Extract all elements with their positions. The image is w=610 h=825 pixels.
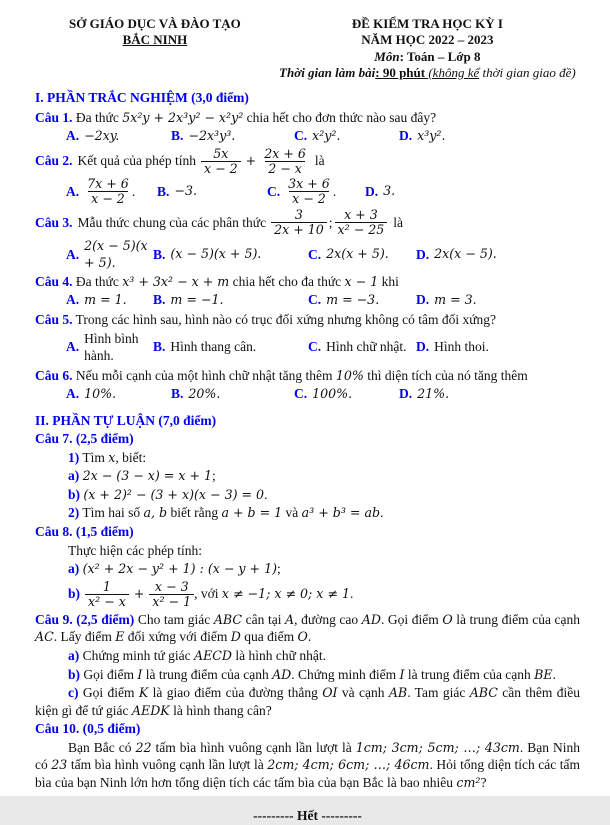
math-segment: O: [442, 611, 453, 627]
text-segment: và: [282, 505, 302, 521]
text-segment: . Gọi điểm: [380, 611, 443, 627]
q7-label: Câu 7. (2,5 điểm): [35, 431, 134, 447]
q3-option-a: [66, 238, 153, 271]
option-value: −2x³y³.: [188, 127, 236, 143]
q5-label: Câu 5.: [35, 312, 73, 328]
option-value: 2(x − 5)(x + 5).: [84, 238, 148, 270]
math-segment: 23: [51, 757, 68, 773]
issuer-name: SỞ GIÁO DỤC VÀ ĐÀO TẠO: [69, 16, 241, 31]
option-letter: B.: [153, 339, 166, 355]
text-segment: .: [307, 629, 312, 645]
math-segment: AEDK: [131, 702, 170, 718]
q9-a-text: [79, 648, 326, 663]
fraction-denominator: x − 2: [289, 191, 329, 206]
q9-item-b: [35, 666, 580, 684]
text-segment: khi: [378, 273, 399, 289]
option-value: x²y².: [312, 127, 341, 143]
q1-option-b: [171, 127, 294, 145]
q4-option-a: [66, 291, 153, 309]
q4-options: [66, 291, 580, 309]
q6-option-c: [294, 385, 399, 403]
fraction: [285, 177, 333, 206]
text-segment: ;: [277, 561, 281, 577]
q7-a-text: [79, 468, 216, 483]
text-segment: Tìm hai số: [79, 505, 144, 521]
fraction-numerator: 3x + 6: [288, 175, 330, 191]
q7-part2-label: 2): [68, 505, 80, 521]
q5-options: [66, 330, 580, 365]
math-segment: I: [137, 666, 143, 682]
option-letter: A.: [66, 183, 80, 199]
text-segment: . Bạn Ninh có: [35, 739, 581, 773]
q7-item-b: [35, 486, 580, 504]
q7-part1: [35, 449, 580, 467]
q8-a-text: [79, 561, 281, 576]
q8-item-b: [68, 580, 580, 609]
option-value: (x − 5)(x + 5).: [170, 246, 262, 262]
option-letter: D.: [399, 128, 413, 144]
question-1: [35, 109, 580, 127]
option-value: 21%.: [417, 385, 450, 401]
duration-label: Thời gian làm bài: [279, 64, 376, 80]
fraction: [149, 580, 194, 609]
math-segment: BE: [534, 666, 553, 682]
q2-options: [66, 177, 580, 206]
q9-b-text: [80, 667, 556, 682]
q2-option-d: [365, 183, 580, 201]
duration-line: [275, 65, 580, 81]
option-letter: C.: [308, 339, 322, 355]
option-value: −3.: [174, 183, 197, 199]
end-of-exam-marker: --------- Hết ---------: [253, 808, 362, 824]
text-segment: Tìm: [79, 449, 109, 465]
fraction-numerator: 1: [102, 578, 111, 594]
option-value: 10%.: [84, 385, 117, 401]
math-segment: a + b = 1: [221, 505, 283, 521]
option-letter: B.: [153, 246, 166, 262]
q3-tail: là: [393, 214, 404, 230]
fraction: [84, 177, 132, 206]
math-segment: AD: [361, 611, 381, 627]
q7-b-label: b): [68, 486, 81, 502]
q8-item-a: [35, 560, 580, 578]
q2-label: Câu 2.: [35, 153, 73, 169]
fraction-numerator: x + 3: [344, 207, 378, 223]
math-segment: 2cm; 4cm; 6cm; …; 46cm: [267, 757, 430, 773]
q9-c-label: c): [68, 685, 79, 701]
option-value: m = −1.: [170, 292, 224, 308]
option-value: m = 1.: [84, 292, 127, 308]
text-segment: .: [349, 586, 354, 602]
option-value: m = 3.: [434, 292, 477, 308]
option-letter: C.: [308, 292, 322, 308]
q2-text: Kết quả của phép tính: [77, 153, 196, 169]
q1-option-a: [66, 127, 171, 145]
math-segment: 10%: [335, 367, 364, 383]
text-segment: cần thêm điều kiện gì để tứ giác: [35, 685, 580, 718]
option-letter: C.: [294, 386, 308, 402]
plus-operator: +: [133, 586, 145, 602]
math-segment: AB: [388, 685, 408, 701]
fraction: [261, 147, 309, 176]
question-7-heading: [35, 430, 580, 448]
issuer-province: BẮC NINH: [122, 32, 188, 48]
q4-option-c: [308, 291, 416, 309]
math-segment: x: [108, 449, 116, 465]
text-segment: là hình thang cân?: [169, 702, 272, 718]
option-letter: B.: [157, 183, 170, 199]
q5-option-d: [416, 338, 580, 356]
option-letter: D.: [416, 292, 430, 308]
fraction-denominator: 2 − x: [265, 161, 305, 176]
option-letter: A.: [66, 386, 80, 402]
text-segment: và cạnh: [337, 685, 389, 701]
q8-intro: Thực hiện các phép tính:: [68, 542, 203, 558]
text-segment: là trung điểm của cạnh: [142, 666, 273, 682]
q3-option-d: [416, 246, 580, 264]
question-10-heading: [35, 720, 580, 738]
fraction-denominator: x² − 1: [149, 594, 194, 609]
text-segment: , với: [194, 586, 222, 602]
text-segment: . Tam giác: [407, 685, 470, 701]
text-segment: ?: [480, 774, 487, 790]
subject-value: : Toán – Lớp 8: [399, 48, 481, 64]
option-value: −2xy.: [84, 127, 120, 143]
option-value: Hình chữ nhật.: [326, 339, 407, 355]
fraction: [201, 147, 241, 176]
fraction-denominator: x² − x: [85, 594, 129, 609]
text-segment: Đa thức: [72, 109, 123, 125]
q7-b-text: [80, 487, 267, 502]
text-segment: Gọi điểm: [80, 666, 138, 682]
text-segment: là trung điểm của cạnh: [452, 611, 581, 627]
option-value: Hình bình hành.: [84, 330, 139, 364]
school-year: NĂM HỌC 2022 – 2023: [361, 32, 494, 48]
q8-label: Câu 8. (1,5 điểm): [35, 524, 134, 540]
text-segment: biết rằng: [167, 505, 222, 521]
q3-options: [66, 238, 580, 271]
text-segment: Bạn Bắc có: [68, 739, 136, 755]
math-segment: 1cm; 3cm; 5cm; …; 43cm: [355, 739, 520, 755]
question-8-heading: [35, 523, 580, 541]
option-value: x³y².: [417, 127, 446, 143]
text-segment: . Hỏi tổng diện tích các tấm bìa của bạn Ninh lớn hơn tổng diện tích các tấm bìa của bạn Bắc là bao nhiêu: [35, 757, 581, 790]
text-segment: Chứng minh tứ giác: [79, 647, 194, 663]
text-segment: . Chứng minh điểm: [291, 666, 400, 682]
duration-note-underlined: (không kể: [428, 64, 480, 80]
exam-title-block: [275, 16, 580, 81]
math-segment: a, b: [143, 505, 168, 521]
q6-option-a: [66, 385, 171, 403]
q1-label: Câu 1.: [35, 109, 73, 125]
fraction-numerator: x − 3: [154, 578, 189, 594]
text-segment: chia hết cho đa thức: [229, 273, 345, 289]
fraction-denominator: x − 2: [88, 191, 128, 206]
question-9-intro: [35, 611, 580, 646]
q4-text: [73, 274, 399, 289]
option-letter: C.: [308, 246, 322, 262]
option-period: .: [131, 183, 136, 199]
option-value: 2x(x − 5).: [434, 246, 497, 262]
text-segment: qua điểm: [240, 629, 298, 645]
q6-text: [73, 368, 528, 383]
text-segment: Nếu mỗi cạnh của một hình chữ nhật tăng thêm: [72, 367, 336, 383]
duration-value: : 90 phút: [375, 64, 429, 80]
option-letter: B.: [171, 386, 184, 402]
q9-a-label: a): [68, 647, 80, 663]
q4-option-d: [416, 291, 580, 309]
text-segment: , biết:: [115, 449, 147, 465]
text-segment: Cho tam giác: [134, 611, 214, 627]
option-letter: A.: [66, 339, 80, 355]
question-3: [35, 208, 580, 237]
option-letter: A.: [66, 246, 80, 262]
q2-option-a: [66, 177, 157, 206]
plus-operator: +: [245, 153, 257, 169]
option-value: m = −3.: [326, 292, 380, 308]
math-segment: K: [138, 685, 149, 701]
q8-a-label: a): [68, 561, 80, 577]
q2-tail: là: [314, 153, 325, 169]
text-segment: .: [552, 666, 556, 682]
option-letter: B.: [153, 292, 166, 308]
math-segment: OI: [322, 685, 338, 701]
math-segment: ABC: [469, 685, 498, 701]
option-value: 20%.: [188, 385, 221, 401]
q3-text: Mẫu thức chung của các phân thức: [77, 214, 267, 230]
subject-label: Môn: [374, 48, 400, 64]
option-letter: C.: [294, 128, 308, 144]
question-5: [35, 311, 580, 329]
q5-option-b: [153, 338, 308, 356]
q9-item-c: [35, 684, 580, 719]
issuer-block: [35, 16, 275, 81]
q9-label: Câu 9. (2,5 điểm): [35, 611, 135, 627]
text-segment: .: [264, 486, 268, 502]
text-segment: chia hết cho đơn thức nào sau đây?: [243, 109, 437, 125]
text-segment: .: [380, 505, 384, 521]
math-segment: AC: [35, 629, 54, 645]
text-segment: đối xứng với điểm: [124, 629, 231, 645]
fraction-denominator: x² − 25: [335, 222, 388, 237]
math-segment: A: [285, 611, 295, 627]
text-segment: thì diện tích của nó tăng thêm: [363, 367, 528, 383]
option-value: Hình thoi.: [434, 339, 489, 355]
option-value: 2x(x + 5).: [326, 246, 389, 262]
text-segment: là trung điểm của cạnh: [404, 666, 535, 682]
option-letter: D.: [365, 183, 379, 199]
text-segment: là giao điểm của đường thẳng: [148, 685, 323, 701]
text-segment: . Lấy điểm: [53, 629, 116, 645]
exam-title: ĐỀ KIỂM TRA HỌC KỲ I: [351, 16, 503, 31]
option-letter: A.: [66, 128, 80, 144]
q7-part1-label: 1): [68, 449, 80, 465]
header: [35, 16, 580, 81]
subject-line: [275, 49, 580, 65]
separator: ;: [328, 214, 333, 230]
text-segment: cân tại: [242, 611, 286, 627]
q4-option-b: [153, 291, 308, 309]
math-segment: ABC: [213, 611, 243, 627]
q5-option-a: [66, 330, 153, 365]
q7-part1-text: [79, 450, 146, 465]
option-letter: D.: [399, 386, 413, 402]
q7-a-label: a): [68, 468, 80, 484]
math-segment: x³ + 3x² − x + m: [122, 273, 230, 289]
math-segment: O: [297, 629, 308, 645]
text-segment: Trong các hình sau, hình nào có trục đối xứng nhưng không có tâm đối xứng?: [72, 312, 497, 328]
option-value: Hình thang cân.: [170, 339, 257, 355]
q4-label: Câu 4.: [35, 273, 73, 289]
math-segment: (x² + 2x − y² + 1) : (x − y + 1): [82, 561, 277, 577]
fraction-denominator: x − 2: [201, 161, 241, 176]
math-segment: I: [399, 666, 405, 682]
option-letter: D.: [416, 246, 430, 262]
math-segment: AECD: [194, 647, 233, 663]
q2-option-c: [267, 177, 365, 206]
q3-option-b: [153, 246, 308, 264]
q10-label: Câu 10. (0,5 điểm): [35, 721, 141, 737]
option-letter: A.: [66, 292, 80, 308]
q1-option-d: [399, 127, 580, 145]
option-letter: B.: [171, 128, 184, 144]
option-letter: C.: [267, 183, 281, 199]
fraction: [271, 208, 327, 237]
fraction-denominator: 2x + 10: [271, 222, 327, 237]
q7-part2: [35, 504, 580, 522]
math-segment: cm²: [456, 774, 481, 790]
q8-b-conditions: [194, 585, 353, 603]
q6-option-b: [171, 385, 294, 403]
question-6: [35, 367, 580, 385]
section-2-title: II. PHẦN TỰ LUẬN (7,0 điểm): [35, 412, 217, 428]
q1-options: [66, 127, 580, 145]
math-segment: AD: [272, 666, 292, 682]
text-segment: ;: [212, 468, 216, 484]
question-2: [35, 147, 580, 176]
math-segment: a³ + b³ = ab: [301, 505, 381, 521]
math-segment: E: [115, 629, 125, 645]
text-segment: tấm bìa hình vuông cạnh lần lượt là: [151, 739, 356, 755]
fraction-numerator: 5x: [213, 145, 229, 161]
q9-c-text: [35, 685, 580, 718]
q9-b-label: b): [68, 666, 81, 682]
math-segment: 2x − (3 − x) = x + 1: [82, 468, 213, 484]
q3-label: Câu 3.: [35, 214, 73, 230]
text-segment: , đường cao: [294, 611, 362, 627]
q3-option-c: [308, 246, 416, 264]
q5-option-c: [308, 338, 416, 356]
math-segment: x ≠ −1; x ≠ 0; x ≠ 1: [221, 586, 350, 602]
math-segment: (x + 2)² − (3 + x)(x − 3) = 0: [83, 486, 265, 502]
q9-item-a: [35, 647, 580, 665]
q7-item-a: [35, 467, 580, 485]
option-period: .: [332, 183, 337, 199]
text-segment: Đa thức: [72, 273, 123, 289]
fraction-numerator: 7x + 6: [87, 175, 129, 191]
question-4: [35, 273, 580, 291]
q6-option-d: [399, 385, 580, 403]
q2-option-b: [157, 183, 267, 201]
math-segment: 22: [135, 739, 152, 755]
duration-note: thời gian giao đề): [479, 64, 576, 80]
q1-option-c: [294, 127, 399, 145]
q6-label: Câu 6.: [35, 367, 73, 383]
text-segment: là hình chữ nhật.: [232, 647, 326, 663]
math-segment: x − 1: [344, 273, 379, 289]
math-segment: 5x²y + 2x³y² − x²y²: [122, 109, 244, 125]
q5-text: [73, 312, 497, 327]
fraction-numerator: 3: [294, 207, 303, 223]
option-letter: D.: [416, 339, 430, 355]
option-value: 100%.: [312, 385, 353, 401]
q7-part2-text: [79, 505, 383, 520]
q10-text: [35, 739, 580, 792]
q6-options: [66, 385, 580, 403]
fraction: [85, 580, 129, 609]
text-segment: Gọi điểm: [78, 685, 139, 701]
q1-text: [73, 110, 437, 125]
math-segment: D: [230, 629, 241, 645]
fraction: [335, 208, 388, 237]
option-value: 3.: [383, 183, 396, 199]
section-1-title: I. PHẦN TRẮC NGHIỆM (3,0 điểm): [35, 90, 249, 105]
text-segment: tấm bìa hình vuông cạnh lần lượt là: [67, 757, 268, 773]
fraction-numerator: 2x + 6: [264, 145, 306, 161]
q8-b-label: b): [68, 586, 81, 602]
